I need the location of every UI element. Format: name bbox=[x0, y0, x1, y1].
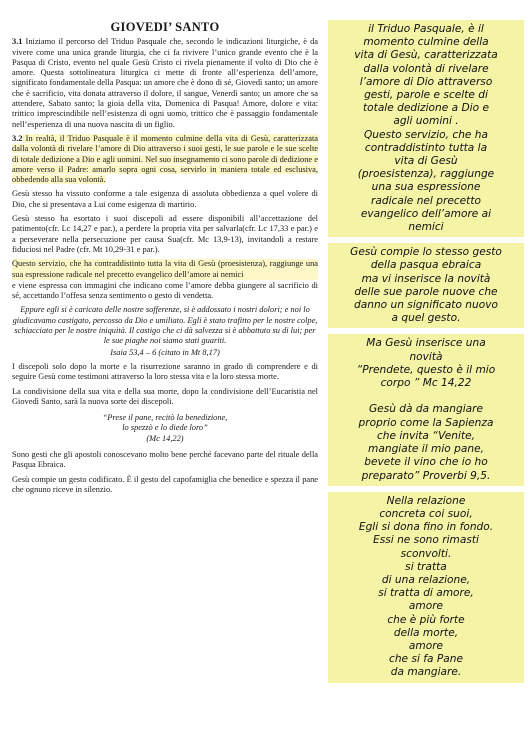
note-line: Gesù compie lo stesso gesto bbox=[350, 246, 502, 259]
note-line: una sua espressione bbox=[371, 181, 481, 194]
note-line: novità bbox=[409, 350, 443, 363]
note-line: che è più forte bbox=[387, 613, 465, 626]
note-line: totale dedizione a Dio e bbox=[363, 102, 489, 115]
note-line: contraddistinto tutta la bbox=[364, 141, 488, 154]
note-line: nemici bbox=[408, 221, 444, 234]
note-box-relazione bbox=[328, 492, 524, 683]
note-line: della morte, bbox=[393, 626, 459, 639]
note-line: che invita “Venite, bbox=[376, 429, 476, 442]
section-text: Iniziamo il percorso del Triduo Pasquale che, secondo le indicazioni liturgiche, è da vivere come una unica grande liturgia, che ci fa rivivere l’unico grande evento che è la Pasqua di Cristo, evento nel quale Gesù Cristo ci rivela pienamente il volto di Dio che è amore. Questa sottolineatura liturgica ci mette di fronte all’esperienza dell’amore, significato fondamentale della Pasqua: un amore che è dono di sé, Giovedì santo; un amore che è sacrificio, vita donata attraverso il dolore, il sangue, Venerdì santo; un amore che sa attendere, Sabato santo; la gioia della vita, Domenica di Pasqua! Amore, dolore e vita: trittico imprescindibile nell’esistenza di ogni uomo, trittico che è passaggio fondamentale nell’esperienza di una nuova nascita di un figlio. bbox=[12, 37, 318, 129]
note-line: preparato” Proverbi 9,5. bbox=[361, 469, 491, 482]
section-number: 3.2 bbox=[12, 133, 23, 143]
note-line: delle sue parole nuove che bbox=[354, 285, 498, 298]
quote-line: lo spezzò e lo diede loro” bbox=[122, 423, 208, 433]
note-line: bevete il vino che io ho bbox=[364, 456, 488, 469]
note-line: concreta coi suoi, bbox=[379, 507, 473, 520]
section-number: 3.1 bbox=[12, 37, 23, 47]
note-line: momento culmine della bbox=[363, 36, 489, 49]
paragraph: Gesù stesso ha vissuto conforme a tale esigenza di assoluta obbedienza a quel volere di Dio, che si presentava a Lui come esigenza di martirio. bbox=[12, 189, 318, 209]
note-line: Ma Gesù inserisce una bbox=[366, 337, 486, 350]
note-line: proprio come la Sapienza bbox=[358, 416, 494, 429]
paragraph: I discepoli solo dopo la morte e la risurrezione saranno in grado di comprendere e di seguire Gesù come testimoni attraverso la loro stessa vita e la loro stessa morte. bbox=[12, 361, 318, 382]
note-line: ma vi inserisce la novità bbox=[361, 272, 491, 285]
note-line: mangiate il mio pane, bbox=[368, 443, 484, 456]
note-line: l’amore di Dio attraverso bbox=[359, 75, 493, 88]
paragraph: Sono gesti che gli apostoli conoscevano molto bene perché facevano parte del rituale della Pasqua Ebraica. bbox=[12, 449, 318, 470]
note-line: Essi ne sono rimasti bbox=[373, 534, 479, 547]
paragraph: La condivisione della sua vita e della sua morte, dopo la condivisione dell’Eucaristia nel Giovedì Santo, sarà la nuova sorte dei discepoli. bbox=[12, 386, 318, 406]
paragraph-highlighted: Questo servizio, che ha contraddistinto tutta la vita di Gesù (proesistenza), raggiunge una sua espressione radicale nel precetto evangelico dell’amore ai nemici bbox=[12, 259, 318, 279]
note-line: radicale nel precetto bbox=[371, 194, 481, 207]
paragraph: e viene espressa con immagini che indicano come l’amore debba giungere al sacrificio di sé, accettando l’offesa senza sentimento o gesto di vendetta. bbox=[12, 280, 318, 301]
note-line: da mangiare. bbox=[390, 666, 462, 679]
quote-line: “Prese il pane, recitò la benedizione, bbox=[102, 413, 228, 423]
note-line: evangelico dell’amore ai bbox=[360, 207, 492, 220]
note-line: (proesistenza), raggiunge bbox=[357, 168, 495, 181]
note-line bbox=[332, 390, 520, 403]
note-line: vita di Gesù bbox=[394, 155, 458, 168]
note-line: Gesù dà da mangiare bbox=[368, 403, 484, 416]
note-line: “Prendete, questo è il mio bbox=[356, 363, 496, 376]
paragraph: Gesù stesso ha esortato i suoi discepoli ad essere disponibili all’accettazione del patimento(cfr. Lc 14,27 e par.), a perdere la propria vita per salvarla(cfr. Lc 17,33 e par.) e a perseverare nella persecuzione per causa Sua(cfr. Mc 13,9-13), invitandoli a restare fiduciosi nel Padre (cfr. Mt 10,29-31 e par.). bbox=[12, 214, 318, 254]
note-line: danno un significato nuovo bbox=[354, 299, 498, 312]
note-line: il Triduo Pasquale, è il bbox=[368, 23, 484, 35]
note-box-novita bbox=[328, 334, 524, 485]
note-line: di una relazione, bbox=[381, 573, 471, 586]
note-line: Questo servizio, che ha bbox=[363, 128, 489, 141]
page-title: GIOVEDI’ SANTO bbox=[110, 20, 220, 34]
note-line: Egli si dona fino in fondo. bbox=[358, 521, 494, 534]
paragraph: Gesù compie un gesto codificato. È il gesto del capofamiglia che benedice e spezza il pane che ognuno riceve in silenzio. bbox=[12, 474, 318, 494]
section-text: In realtà, il Triduo Pasquale è il momento culmine della vita di Gesù, caratterizzata dalla volontà di rivelare l’amore di Dio attraverso i suoi gesti, le sue parole e le sue scelte di totale dedizione a Dio e agli uomini. Nel suo insegnamento ci sono parole di dedizione e amore verso il Padre: amarlo sopra ogni cosa, servirlo in maniera totale ed esclusiva, obbedendo alla sua volontà. bbox=[12, 133, 318, 185]
note-line: amore bbox=[408, 639, 444, 652]
sidebar-notes bbox=[328, 20, 524, 689]
note-line: corpo ” Mc 14,22 bbox=[380, 377, 472, 390]
note-line: vita di Gesù, caratterizzata bbox=[354, 49, 498, 62]
note-line: si tratta bbox=[405, 560, 447, 573]
note-line: dalla volontà di rivelare bbox=[363, 62, 489, 75]
gospel-quote bbox=[12, 413, 318, 444]
isaiah-reference: Isaia 53,4 – 6 (citato in Mt 8,17) bbox=[110, 347, 220, 357]
section-3-1 bbox=[12, 37, 318, 130]
isaiah-quote: Eppure egli si è caricato delle nostre sofferenze, si è addossato i nostri dolori; e noi lo giudicavamo castigato, percosso da Dio e umiliato. Egli è stato trafitto per le nostre colpe, schiacciato per le nostre iniquità. Il castigo che ci dà salvezza si è abbattuto su di lui; per le sue piaghe noi siamo stati guariti. bbox=[12, 305, 318, 346]
note-line: sconvolti. bbox=[400, 547, 452, 560]
main-text-column bbox=[12, 22, 318, 499]
note-line: gesti, parole e scelte di bbox=[364, 89, 488, 102]
note-line: agli uomini . bbox=[393, 115, 459, 128]
section-3-2 bbox=[12, 134, 318, 185]
note-box-pasqua bbox=[328, 243, 524, 328]
note-line: si tratta di amore, bbox=[378, 587, 474, 600]
note-line: amore bbox=[408, 600, 444, 613]
note-line: che si fa Pane bbox=[389, 653, 463, 666]
note-line: Nella relazione bbox=[386, 494, 466, 507]
note-line: a quel gesto. bbox=[391, 312, 461, 325]
quote-reference: (Mc 14,22) bbox=[146, 433, 184, 443]
note-line: della pasqua ebraica bbox=[370, 259, 482, 272]
note-box-triduo bbox=[328, 20, 524, 237]
